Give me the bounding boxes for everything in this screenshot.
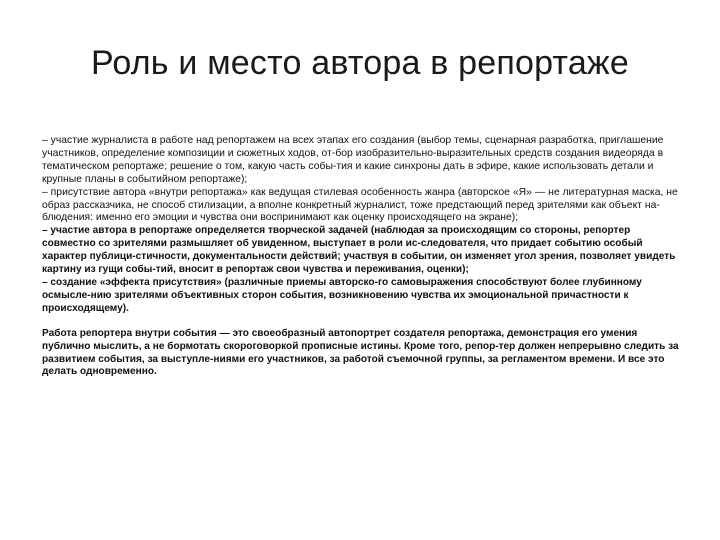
slide-body	[42, 135, 682, 379]
paragraph-creative-task: – участие автора в репортаже определяется творческой задачей (наблюдая за происходящим со стороны, репортер совместно со зрителями размышляет об увиденном, выступает в роли ис-следователя, что придает событию особый характер публици-стичности, документальности действий; участвуя в событии, он изменяет угол зрения, позволяет увидеть картину из гущи собы-тий, вносит в репортаж свои чувства и переживания, оценки);	[42, 225, 676, 276]
slide-title: Роль и место автора в репортаже	[91, 44, 629, 82]
paragraph-author-presence: – присутствие автора «внутри репортажа» как ведущая стилевая особенность жанра (авторское «Я» — не литературная маска, не образ рассказчика, не способ стилизации, а вполне конкретный журналист, тоже предстающий перед зрителями как объект на-блюдения: именно его эмоции и чувства они воспринимают как оценку происходящего на экране);	[42, 186, 678, 224]
paragraph-presence-effect: – создание «эффекта присутствия» (различные приемы авторско-го самовыражения способствуют более глубинному осмысле-нию зрителями объективных сторон события, возникновению чувства их эмоциональной причастности к происходящему).	[42, 276, 642, 314]
paragraph-reporter-work: Работа репортера внутри события — это своеобразный автопортрет создателя репортажа, демонстрация его умения публично мыслить, а не бормотать скороговоркой прописные истины. Кроме того, репор-тер должен непрерывно следить за развитием события, за выступле-ниями его участников, за работой съемочной группы, за регламентом времени. И все это делать одновременно.	[42, 327, 679, 378]
paragraph-author-participation: – участие журналиста в работе над репортажем на всех этапах его создания (выбор темы, сценарная разработка, приглашение участников, определение композиции и сюжетных ходов, от-бор изобразительно-выразительных средств создания видеоряда в тематическом репортаже; решение о том, какую часть собы-тия и какие синхроны дать в эфире, какие использовать детали и крупные планы в событийном репортаже);	[42, 135, 664, 185]
